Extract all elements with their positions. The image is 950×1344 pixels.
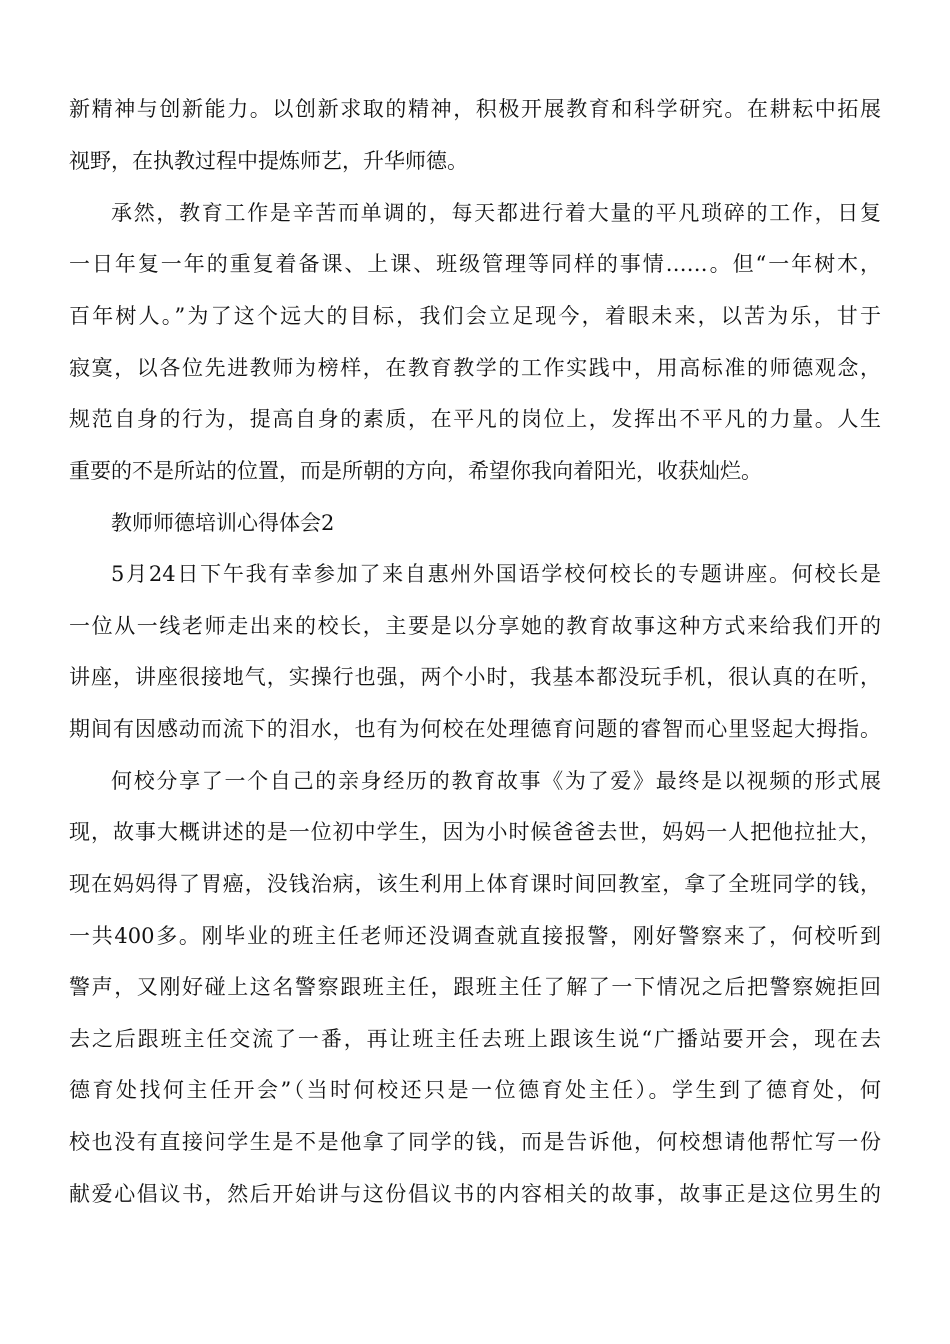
paragraph-line: 寂寞，以各位先进教师为榜样，在教育教学的工作实践中，用高标准的师德观念， xyxy=(69,356,881,380)
paragraph-line: 去之后跟班主任交流了一番，再让班主任去班上跟该生说“广播站要开会，现在去 xyxy=(69,1027,881,1051)
paragraph-line: 5月24日下午我有幸参加了来自惠州外国语学校何校长的专题讲座。何校长是 xyxy=(111,562,881,586)
paragraph-line: 期间有因感动而流下的泪水，也有为何校在处理德育问题的睿智而心里竖起大拇指。 xyxy=(69,717,881,741)
paragraph-line: 德育处找何主任开会”（当时何校还只是一位德育处主任）。学生到了德育处，何 xyxy=(69,1078,881,1102)
paragraph-line: 警声，又刚好碰上这名警察跟班主任，跟班主任了解了一下情况之后把警察婉拒回 xyxy=(69,975,881,999)
paragraph-line: 一日年复一年的重复着备课、上课、班级管理等同样的事情……。但“一年树木， xyxy=(69,252,881,276)
paragraph-line: 视野，在执教过程中提炼师艺，升华师德。 xyxy=(69,149,468,173)
paragraph-line: 重要的不是所站的位置，而是所朝的方向，希望你我向着阳光，收获灿烂。 xyxy=(69,459,762,483)
paragraph-line: 献爱心倡议书，然后开始讲与这份倡议书的内容相关的故事，故事正是这位男生的 xyxy=(69,1182,881,1206)
paragraph-line: 新精神与创新能力。以创新求取的精神，积极开展教育和科学研究。在耕耘中拓展 xyxy=(69,97,881,121)
paragraph-line: 百年树人。”为了这个远大的目标，我们会立足现今，着眼未来，以苦为乐，甘于 xyxy=(69,304,881,328)
paragraph-line: 校也没有直接问学生是不是他拿了同学的钱，而是告诉他，何校想请他帮忙写一份 xyxy=(69,1130,881,1154)
paragraph-line: 承然，教育工作是辛苦而单调的，每天都进行着大量的平凡琐碎的工作，日复 xyxy=(111,201,881,225)
paragraph-line: 何校分享了一个自己的亲身经历的教育故事《为了爱》最终是以视频的形式展 xyxy=(111,769,881,793)
paragraph-line: 一位从一线老师走出来的校长，主要是以分享她的教育故事这种方式来给我们开的 xyxy=(69,614,881,638)
paragraph-line: 现在妈妈得了胃癌，没钱治病，该生利用上体育课时间回教室，拿了全班同学的钱， xyxy=(69,872,881,896)
paragraph-line: 现，故事大概讲述的是一位初中学生，因为小时候爸爸去世，妈妈一人把他拉扯大， xyxy=(69,820,881,844)
paragraph-line: 一共400多。刚毕业的班主任老师还没调查就直接报警，刚好警察来了，何校听到 xyxy=(69,924,881,948)
paragraph-line: 讲座，讲座很接地气，实操行也强，两个小时，我基本都没玩手机，很认真的在听， xyxy=(69,665,881,689)
section-heading: 教师师德培训心得体会2 xyxy=(111,511,335,535)
paragraph-line: 规范自身的行为，提高自身的素质，在平凡的岗位上，发挥出不平凡的力量。人生 xyxy=(69,407,881,431)
